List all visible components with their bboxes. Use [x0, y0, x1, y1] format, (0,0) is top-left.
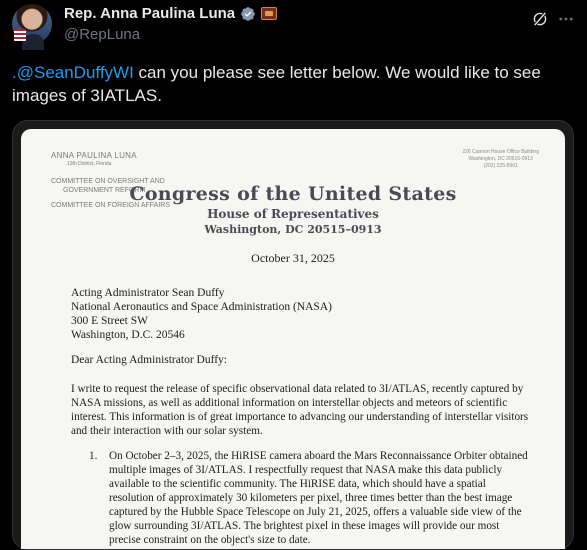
more-options-icon[interactable]: [557, 10, 575, 28]
committee-oversight: COMMITTEE ON OVERSIGHT AND: [51, 178, 165, 185]
member-district: 13th District, Florida: [67, 161, 112, 167]
address-line: Acting Administrator Sean Duffy: [71, 287, 225, 299]
congress-title: Congress of the United States: [129, 183, 457, 205]
letter-image: [21, 129, 565, 549]
letter-date: October 31, 2025: [251, 251, 335, 265]
committee-foreign-affairs: COMMITTEE ON FOREIGN AFFAIRS: [51, 202, 171, 209]
address-line: National Aeronautics and Space Administration (NASA): [71, 301, 332, 313]
house-title: House of Representatives: [207, 207, 379, 221]
office-line-2: Washington, DC 20515-0913: [468, 156, 533, 162]
letter-list-item: [89, 449, 533, 547]
office-line-1: 226 Cannon House Office Building: [462, 149, 539, 155]
post-header: [12, 4, 575, 48]
letter-paragraph: I write to request the release of specific observational data related to 3I/ATLAS, recently captured by NASA missions, as well as additional information on interstellar objects and meteors of scientific interest. This information is of great importance to advancing our understanding of interstellar visitors and their interaction with our solar system.: [71, 383, 529, 437]
post-body: can you please see letter below. We would like to see images of 3IATLAS.: [12, 63, 541, 105]
committee-oversight-line2: GOVERNMENT REFORM: [63, 187, 146, 194]
address-line: 300 E Street SW: [71, 315, 148, 327]
recipient-address: [71, 286, 332, 342]
salutation: Dear Acting Administrator Duffy:: [71, 354, 227, 366]
author-name[interactable]: Rep. Anna Paulina Luna: [64, 5, 236, 22]
list-item-text: On October 2–3, 2025, the HiRISE camera aboard the Mars Reconnaissance Orbiter obtained multiple images of 3I/ATLAS. I respectfully request that NASA make this data publicly available to the scientific community. The HiRISE data, which should have a spatial resolution of approximately 30 kilometers per pixel, three times better than the best image captured by the Hubble Space Telescope on July 21, 2025, offers a valuable side view of the glow surrounding 3I/ATLAS. The brightest pixel in these images will provide our most precise constraint on the object's size to date.: [109, 450, 528, 546]
grok-icon[interactable]: [531, 10, 549, 28]
letterhead-title: [21, 183, 565, 236]
washington-line: Washington, DC 20515–0913: [204, 223, 382, 236]
verified-badge-icon: [240, 6, 256, 22]
avatar[interactable]: [12, 4, 52, 44]
list-item-number: 1.: [89, 450, 98, 462]
letterhead-office-info: [462, 149, 539, 170]
post-text: [12, 61, 572, 107]
address-line: Washington, D.C. 20546: [71, 329, 185, 341]
avatar-flag: [14, 29, 26, 41]
name-row: [64, 5, 277, 22]
member-name: ANNA PAULINA LUNA: [51, 151, 137, 160]
office-line-3: (202) 225-5961: [483, 163, 518, 169]
government-affiliate-badge-icon: [261, 7, 277, 20]
mention-link[interactable]: .@SeanDuffyWI: [12, 63, 134, 82]
author-handle[interactable]: @RepLuna: [64, 26, 141, 43]
post-media[interactable]: [12, 120, 574, 550]
